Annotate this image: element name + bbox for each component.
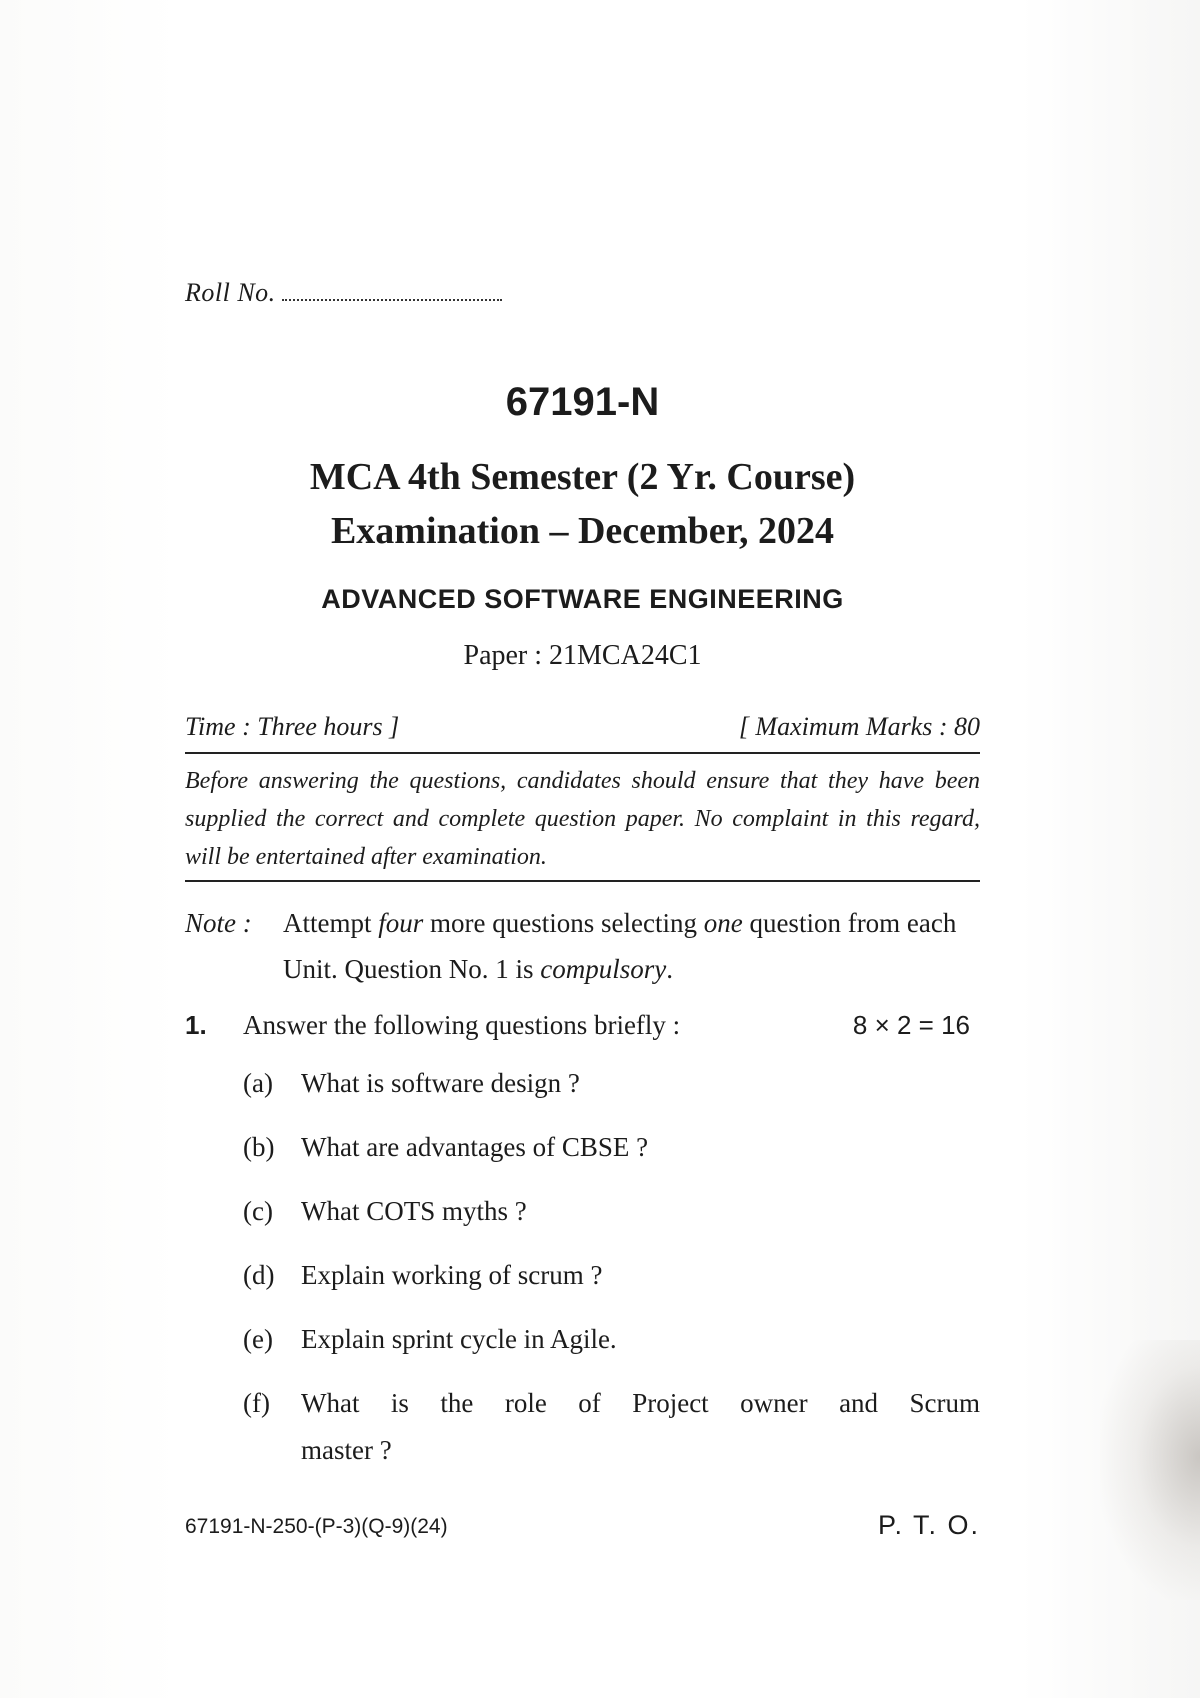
maximum-marks: [ Maximum Marks : 80: [738, 712, 980, 741]
question-text: Answer the following questions briefly :: [243, 1010, 681, 1040]
subject-title: ADVANCED SOFTWARE ENGINEERING: [321, 584, 844, 614]
question-number: 1.: [185, 1010, 207, 1040]
paper-number: 67191-N: [505, 380, 660, 424]
sub-question-text: [301, 1388, 980, 1466]
note: [185, 900, 980, 992]
sub-question-label: (c): [243, 1196, 273, 1226]
sub-question-label: (b): [243, 1132, 275, 1162]
course-line-1: MCA 4th Semester (2 Yr. Course): [309, 456, 856, 498]
sub-question-label: (a): [243, 1068, 273, 1098]
note-emphasis: four: [378, 908, 424, 938]
note-emphasis: compulsory: [540, 954, 667, 984]
candidate-instructions: Before answering the questions, candidates should ensure that they have been supplied the correct and complete question paper. No complaint in this regard, will be entertained after examination.: [185, 762, 980, 882]
sub-question-label: (e): [243, 1324, 273, 1354]
roll-number-blank: [282, 281, 502, 301]
footer-paper-code: 67191-N-250-(P-3)(Q-9)(24): [185, 1515, 448, 1538]
roll-number-field: [185, 278, 502, 308]
time-marks-row: [185, 712, 980, 754]
note-text-part: .: [666, 954, 673, 984]
sub-question-text: Explain sprint cycle in Agile.: [301, 1324, 617, 1354]
paper-code: Paper : 21MCA24C1: [463, 640, 702, 671]
question-marks: 8 × 2 = 16: [852, 1010, 970, 1040]
sub-question-text: What COTS myths ?: [301, 1196, 527, 1226]
note-text-part: question from each Unit. Question No. 1 is: [283, 908, 957, 984]
page-shadow: [1100, 1340, 1200, 1600]
time-allowed: Time : Three hours ]: [185, 712, 400, 741]
note-text-part: Attempt: [283, 908, 379, 938]
course-title: [185, 450, 980, 558]
note-text-part: more questions selecting: [423, 908, 704, 938]
note-emphasis: one: [703, 908, 743, 938]
course-line-2: Examination – December, 2024: [330, 510, 835, 552]
sub-question-text: What is software design ?: [301, 1068, 580, 1098]
please-turn-over: P. T. O.: [877, 1510, 980, 1540]
sub-question-text-line: master ?: [301, 1435, 392, 1465]
note-label: Note :: [185, 908, 252, 938]
sub-question-label: (f): [243, 1388, 270, 1418]
sub-question-text: What are advantages of CBSE ?: [301, 1132, 649, 1162]
question-paper: [185, 0, 980, 1698]
note-text: [283, 900, 980, 992]
sub-question-text: Explain working of scrum ?: [301, 1260, 603, 1290]
sub-question-text-line: What is the role of Project owner and Scrum: [301, 1388, 980, 1418]
roll-number-label: Roll No.: [185, 278, 276, 307]
sub-question-label: (d): [243, 1260, 275, 1290]
